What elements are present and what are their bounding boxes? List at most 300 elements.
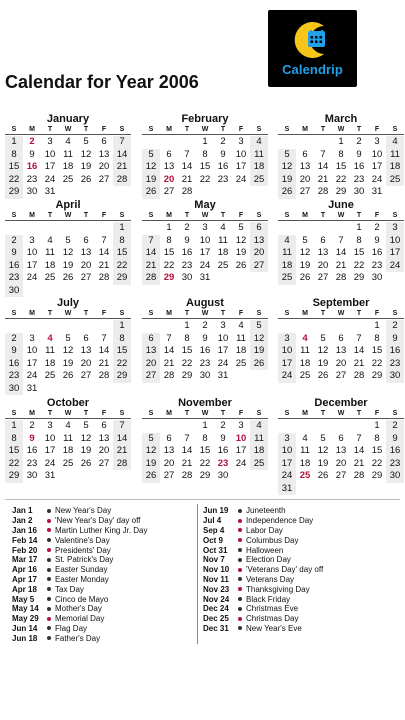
month-february <box>142 112 268 199</box>
bullet-icon <box>47 626 51 630</box>
day-cell: 23 <box>371 259 383 271</box>
day-cell: 28 <box>353 470 365 481</box>
month-title: October <box>46 397 90 409</box>
day-cell: 28 <box>181 470 193 481</box>
day-cell: 15 <box>335 161 347 172</box>
day-cell: 4 <box>386 136 404 149</box>
day-cell: 29 <box>181 370 193 381</box>
holiday-date: Nov 23 <box>203 584 230 594</box>
bullet-icon <box>238 558 242 562</box>
day-cell: 23 <box>5 272 23 285</box>
day-cell: 3 <box>374 136 380 147</box>
holiday-name: Cinco de Mayo <box>55 594 109 604</box>
holiday-name: Easter Monday <box>55 574 109 584</box>
empty-cell <box>296 420 314 433</box>
day-cell: 15 <box>163 247 175 258</box>
weekday-label: M <box>302 126 308 133</box>
day-cell: 15 <box>353 247 365 258</box>
day-cell: 11 <box>45 345 55 356</box>
day-cell: 5 <box>302 234 308 246</box>
day-cell: 19 <box>317 457 329 469</box>
day-grid <box>278 320 404 383</box>
empty-cell <box>160 320 178 333</box>
holiday-name: Valentine's Day <box>55 535 110 545</box>
holiday-name: Columbus Day <box>246 535 299 545</box>
empty-cell <box>314 420 332 433</box>
weekday-label: M <box>302 212 308 219</box>
weekday-label: M <box>166 212 172 219</box>
bullet-icon <box>47 548 51 552</box>
weekday-label: S <box>119 310 125 317</box>
day-cell: 30 <box>26 186 38 197</box>
weekday-label: F <box>101 310 107 317</box>
day-cell: 5 <box>83 136 89 147</box>
holiday-list-right <box>203 506 323 633</box>
holiday-row <box>12 565 147 575</box>
holiday-row <box>203 535 323 545</box>
weekday-label: T <box>220 410 226 417</box>
day-cell: 7 <box>101 332 107 344</box>
day-cell: 6 <box>320 234 326 246</box>
bullet-icon <box>47 509 51 513</box>
day-cell: 10 <box>371 148 383 160</box>
day-cell: 12 <box>317 345 329 356</box>
empty-cell <box>142 222 160 235</box>
weekday-label: T <box>320 310 326 317</box>
day-cell: 12 <box>80 148 92 160</box>
weekday-label: T <box>356 126 362 133</box>
day-cell: 27 <box>98 457 110 469</box>
weekday-label: T <box>356 410 362 417</box>
empty-cell <box>296 136 314 149</box>
month-title: August <box>186 297 224 309</box>
day-cell: 19 <box>80 161 92 172</box>
day-cell: 13 <box>98 432 110 444</box>
empty-cell <box>160 420 178 433</box>
weekday-header <box>142 310 268 319</box>
day-cell: 30 <box>371 272 383 283</box>
day-cell: 19 <box>250 345 268 358</box>
day-cell: 29 <box>113 272 131 285</box>
day-cell: 5 <box>320 332 326 344</box>
weekday-label: S <box>148 212 154 219</box>
day-cell: 23 <box>199 357 211 369</box>
weekday-label: S <box>11 126 17 133</box>
weekday-header <box>278 310 404 319</box>
weekday-label: S <box>284 212 290 219</box>
day-cell: 27 <box>80 272 92 283</box>
day-cell: 10 <box>386 235 404 248</box>
page-title: Calendar for Year 2006 <box>5 72 199 92</box>
day-cell: 13 <box>299 161 311 172</box>
day-cell: 16 <box>199 345 211 356</box>
day-cell: 31 <box>371 186 383 197</box>
day-cell: 19 <box>317 357 329 369</box>
weekday-label: F <box>374 310 380 317</box>
holiday-row <box>12 633 147 643</box>
empty-cell <box>142 420 160 433</box>
holiday-date: May 14 <box>12 604 39 614</box>
weekday-label: W <box>201 212 209 219</box>
month-september <box>278 296 404 383</box>
day-cell: 31 <box>44 186 56 197</box>
day-cell: 2 <box>374 222 380 233</box>
day-cell: 9 <box>220 432 226 444</box>
day-cell: 4 <box>65 420 71 431</box>
day-cell: 30 <box>5 383 23 396</box>
divider <box>197 504 198 644</box>
holiday-row <box>203 614 323 624</box>
day-cell: 16 <box>386 445 404 458</box>
day-cell: 5 <box>250 320 268 333</box>
weekday-label: S <box>392 126 398 133</box>
holiday-name: Martin Luther King Jr. Day <box>55 525 148 535</box>
month-title: June <box>328 199 354 211</box>
day-cell: 16 <box>26 161 38 172</box>
day-cell: 29 <box>5 186 23 199</box>
day-cell: 25 <box>250 174 268 187</box>
day-cell: 14 <box>353 445 365 456</box>
day-cell: 7 <box>184 148 190 160</box>
empty-cell <box>350 320 368 333</box>
day-cell: 19 <box>62 357 74 369</box>
day-cell: 11 <box>300 345 310 356</box>
bullet-icon <box>47 607 51 611</box>
empty-cell <box>23 320 41 333</box>
weekday-label: T <box>83 126 89 133</box>
day-cell: 28 <box>98 272 110 283</box>
holiday-name: Christmas Day <box>246 614 299 624</box>
empty-cell <box>41 320 59 333</box>
day-grid <box>278 222 404 285</box>
month-title: December <box>314 397 368 409</box>
day-cell: 22 <box>371 357 383 369</box>
day-cell: 28 <box>317 186 329 197</box>
weekday-label: W <box>64 310 72 317</box>
bullet-icon <box>238 587 242 591</box>
empty-cell <box>41 222 59 235</box>
day-cell: 29 <box>353 272 365 283</box>
day-cell: 4 <box>250 136 268 149</box>
weekday-label: S <box>148 410 154 417</box>
day-cell: 21 <box>317 173 329 185</box>
day-cell: 1 <box>113 222 131 235</box>
day-cell: 25 <box>299 470 311 481</box>
month-title: May <box>194 199 216 211</box>
day-cell: 10 <box>235 432 247 444</box>
day-cell: 26 <box>278 186 296 199</box>
day-cell: 13 <box>142 345 160 358</box>
day-grid <box>5 222 131 297</box>
day-cell: 26 <box>142 186 160 199</box>
holiday-row <box>203 555 323 565</box>
day-cell: 1 <box>202 136 208 147</box>
day-cell: 28 <box>113 174 131 187</box>
day-cell: 13 <box>163 445 175 456</box>
holiday-date: Nov 24 <box>203 594 230 604</box>
day-cell: 13 <box>250 235 268 248</box>
day-cell: 9 <box>356 148 362 160</box>
day-cell: 27 <box>317 272 329 283</box>
empty-cell <box>314 320 332 333</box>
weekday-label: W <box>201 310 209 317</box>
weekday-label: W <box>337 410 345 417</box>
holiday-date: Jan 2 <box>12 516 33 526</box>
day-cell: 7 <box>184 432 190 444</box>
weekday-label: T <box>320 410 326 417</box>
day-cell: 17 <box>371 161 383 172</box>
weekday-label: T <box>83 310 89 317</box>
day-cell: 8 <box>184 332 190 344</box>
day-cell: 6 <box>101 136 107 147</box>
holiday-date: Nov 10 <box>203 565 230 575</box>
day-cell: 11 <box>300 445 310 456</box>
day-cell: 17 <box>26 259 38 271</box>
day-cell: 18 <box>278 260 296 273</box>
month-title: February <box>181 113 229 125</box>
weekday-label: T <box>220 212 226 219</box>
day-cell: 1 <box>5 420 23 433</box>
day-cell: 24 <box>278 370 296 383</box>
divider <box>5 499 400 500</box>
day-cell: 7 <box>320 148 326 160</box>
day-cell: 25 <box>44 272 56 283</box>
bullet-icon <box>47 528 51 532</box>
bullet-icon <box>47 617 51 621</box>
holiday-name: Election Day <box>246 555 291 565</box>
day-cell: 6 <box>83 234 89 246</box>
day-cell: 23 <box>217 173 229 185</box>
day-cell: 7 <box>338 234 344 246</box>
holiday-date: Jun 14 <box>12 623 38 633</box>
holiday-row <box>203 565 323 575</box>
day-cell: 14 <box>163 345 175 356</box>
day-cell: 23 <box>353 173 365 185</box>
day-cell: 9 <box>386 333 404 346</box>
empty-cell <box>278 136 296 149</box>
day-cell: 21 <box>113 161 131 174</box>
day-cell: 12 <box>299 247 311 258</box>
day-cell: 22 <box>199 173 211 185</box>
holiday-row <box>12 555 147 565</box>
holiday-row <box>12 604 147 614</box>
empty-cell <box>350 420 368 433</box>
holiday-row <box>12 594 147 604</box>
holiday-date: Apr 18 <box>12 584 37 594</box>
day-cell: 17 <box>235 161 247 172</box>
holiday-row <box>203 506 323 516</box>
day-cell: 3 <box>278 433 296 446</box>
day-cell: 4 <box>302 332 308 344</box>
day-cell: 30 <box>181 272 193 283</box>
day-cell: 13 <box>163 161 175 172</box>
day-cell: 6 <box>250 222 268 235</box>
day-cell: 2 <box>29 136 35 147</box>
holiday-name: Labor Day <box>246 525 283 535</box>
day-cell: 30 <box>199 370 211 381</box>
weekday-header <box>142 410 268 419</box>
bullet-icon <box>238 519 242 523</box>
day-cell: 5 <box>320 432 326 444</box>
holiday-date: Apr 17 <box>12 574 37 584</box>
weekday-label: F <box>101 126 107 133</box>
weekday-label: W <box>64 126 72 133</box>
day-cell: 11 <box>218 234 228 246</box>
empty-cell <box>5 222 23 235</box>
day-cell: 11 <box>236 332 246 344</box>
weekday-label: T <box>184 212 190 219</box>
day-cell: 5 <box>142 433 160 446</box>
day-cell: 4 <box>302 432 308 444</box>
day-cell: 12 <box>142 161 160 174</box>
weekday-label: F <box>101 212 107 219</box>
weekday-header <box>142 212 268 221</box>
day-cell: 10 <box>26 345 38 356</box>
day-cell: 15 <box>371 445 383 456</box>
weekday-label: W <box>337 310 345 317</box>
day-cell: 17 <box>217 345 229 356</box>
day-cell: 29 <box>113 370 131 383</box>
weekday-label: S <box>284 126 290 133</box>
holiday-name: Halloween <box>246 545 284 555</box>
day-cell: 15 <box>5 161 23 174</box>
day-cell: 1 <box>356 222 362 233</box>
day-cell: 16 <box>386 345 404 358</box>
day-cell: 23 <box>217 457 229 469</box>
day-cell: 26 <box>142 470 160 483</box>
day-cell: 21 <box>181 457 193 469</box>
holiday-row <box>203 545 323 555</box>
day-cell: 13 <box>80 345 92 356</box>
day-cell: 9 <box>5 345 23 358</box>
holiday-name: 'Veterans Day' day off <box>246 565 324 575</box>
day-cell: 15 <box>199 445 211 456</box>
month-august <box>142 296 268 383</box>
day-cell: 25 <box>44 370 56 381</box>
day-cell: 13 <box>317 247 329 258</box>
day-cell: 20 <box>335 457 347 469</box>
weekday-label: S <box>284 310 290 317</box>
bullet-icon <box>47 597 51 601</box>
day-cell: 24 <box>26 272 38 283</box>
day-cell: 17 <box>199 247 211 258</box>
day-cell: 21 <box>335 259 347 271</box>
day-cell: 2 <box>220 420 226 431</box>
day-cell: 7 <box>356 432 362 444</box>
day-cell: 10 <box>44 432 56 444</box>
day-cell: 30 <box>386 470 404 483</box>
month-january <box>5 112 131 199</box>
weekday-label: F <box>238 212 244 219</box>
day-cell: 3 <box>238 136 244 147</box>
day-cell: 19 <box>62 259 74 271</box>
day-cell: 18 <box>386 161 404 174</box>
holiday-row <box>203 575 323 585</box>
day-cell: 26 <box>317 470 329 481</box>
day-cell: 2 <box>356 136 362 147</box>
day-cell: 1 <box>338 136 344 147</box>
day-cell: 31 <box>44 470 56 481</box>
weekday-label: S <box>148 126 154 133</box>
day-cell: 20 <box>98 445 110 456</box>
day-cell: 22 <box>113 358 131 371</box>
day-cell: 2 <box>5 333 23 346</box>
day-grid <box>5 320 131 395</box>
day-cell: 27 <box>250 260 268 273</box>
day-cell: 19 <box>80 445 92 456</box>
weekday-header <box>142 126 268 135</box>
empty-cell <box>278 222 296 235</box>
bullet-icon <box>47 577 51 581</box>
day-cell: 6 <box>166 432 172 444</box>
day-cell: 29 <box>371 370 383 381</box>
day-cell: 18 <box>299 457 311 469</box>
weekday-label: M <box>302 410 308 417</box>
day-grid <box>278 420 404 495</box>
holiday-name: Christmas Eve <box>246 604 299 614</box>
bullet-icon <box>238 577 242 581</box>
month-may <box>142 198 268 285</box>
day-cell: 30 <box>5 285 23 298</box>
month-march <box>278 112 404 199</box>
day-cell: 26 <box>80 457 92 469</box>
day-cell: 25 <box>62 457 74 469</box>
day-cell: 18 <box>250 445 268 458</box>
weekday-label: T <box>47 410 53 417</box>
empty-cell <box>59 320 77 333</box>
day-cell: 28 <box>335 272 347 283</box>
month-october <box>5 396 131 483</box>
day-cell: 17 <box>26 357 38 369</box>
day-cell: 4 <box>47 332 53 344</box>
weekday-label: S <box>11 410 17 417</box>
day-cell: 4 <box>47 234 53 246</box>
day-cell: 20 <box>163 457 175 469</box>
weekday-label: T <box>47 310 53 317</box>
day-cell: 22 <box>199 457 211 469</box>
day-cell: 27 <box>335 370 347 381</box>
day-cell: 17 <box>44 161 56 172</box>
day-cell: 24 <box>386 260 404 273</box>
holiday-name: Easter Sunday <box>55 565 108 575</box>
weekday-label: F <box>101 410 107 417</box>
day-cell: 9 <box>202 332 208 344</box>
day-cell: 30 <box>353 186 365 197</box>
day-cell: 19 <box>142 458 160 471</box>
weekday-label: T <box>83 212 89 219</box>
day-cell: 22 <box>113 260 131 273</box>
bullet-icon <box>47 538 51 542</box>
weekday-label: T <box>47 212 53 219</box>
day-cell: 12 <box>62 345 74 356</box>
bullet-icon <box>238 617 242 621</box>
holiday-row <box>12 545 147 555</box>
day-cell: 10 <box>199 234 211 246</box>
day-cell: 18 <box>62 161 74 172</box>
bullet-icon <box>238 607 242 611</box>
holiday-name: Black Friday <box>246 594 291 604</box>
weekday-label: T <box>220 310 226 317</box>
day-cell: 12 <box>142 445 160 458</box>
holiday-row <box>12 516 147 526</box>
weekday-label: T <box>356 212 362 219</box>
day-cell: 16 <box>181 247 193 258</box>
weekday-label: F <box>374 410 380 417</box>
bullet-icon <box>238 538 242 542</box>
weekday-label: M <box>29 310 35 317</box>
empty-cell <box>296 222 314 235</box>
day-cell: 8 <box>113 235 131 248</box>
